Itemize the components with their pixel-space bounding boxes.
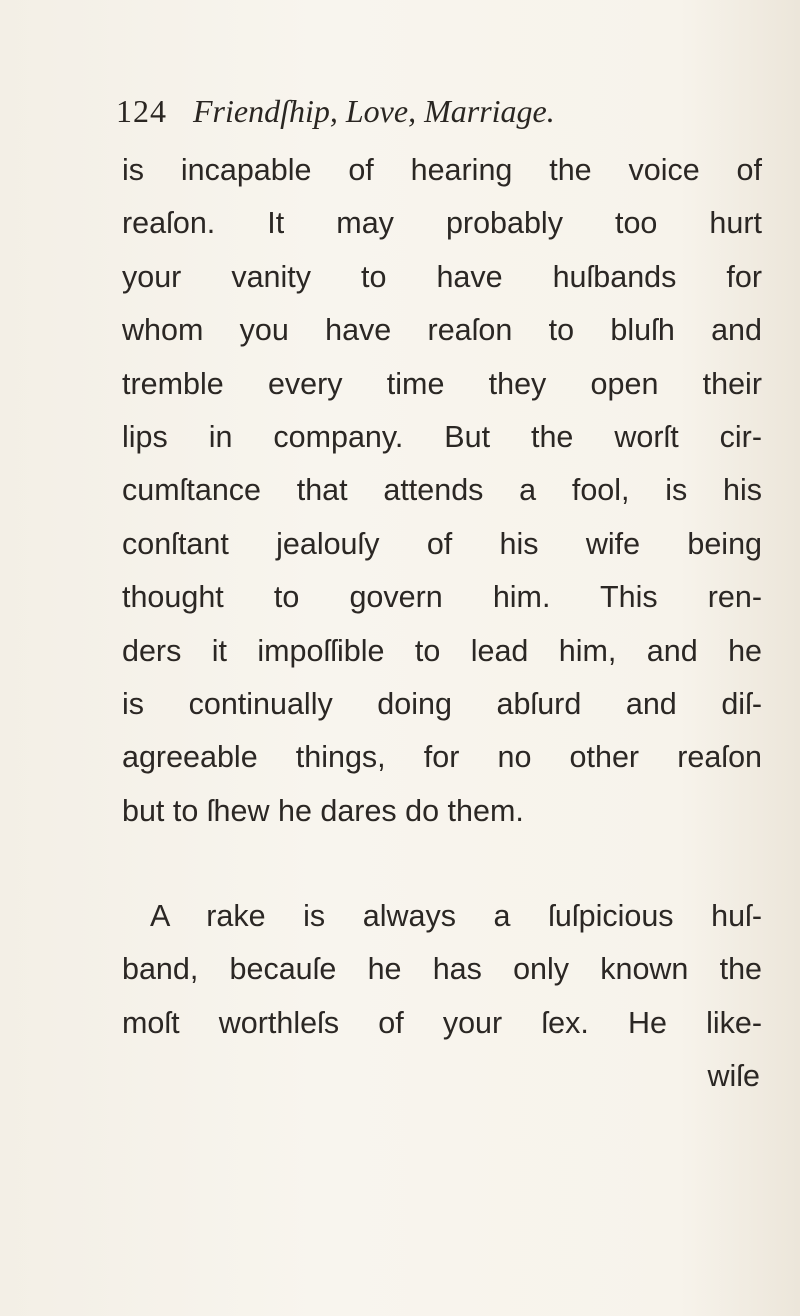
page-header bbox=[116, 86, 756, 136]
running-title: Friendſhip, Love, Marriage. bbox=[193, 93, 555, 129]
text-line: reaſon. It may probably too hurt bbox=[122, 206, 762, 241]
paragraph bbox=[122, 890, 762, 1104]
text-line: agreeable things, for no other reaſon bbox=[122, 740, 762, 775]
text-line: thought to govern him. This ren- bbox=[122, 580, 762, 615]
text-line: is continually doing abſurd and diſ- bbox=[122, 686, 762, 721]
page-number: 124 bbox=[116, 93, 167, 129]
text-line: conſtant jealouſy of his wife being bbox=[122, 526, 762, 561]
paragraph-gap bbox=[122, 838, 762, 890]
text-line: tremble every time they open their bbox=[122, 366, 762, 401]
text-line: moſt worthleſs of your ſex. He like- bbox=[122, 1005, 762, 1040]
text-line: A rake is always a ſuſpicious huſ- bbox=[150, 899, 762, 934]
text-line: but to ſhew he dares do them. bbox=[122, 793, 524, 828]
text-line: lips in company. But the worſt cir- bbox=[122, 419, 762, 454]
text-line: whom you have reaſon to bluſh and bbox=[122, 313, 762, 348]
text-line: cumſtance that attends a fool, is his bbox=[122, 473, 762, 508]
catchword: wiſe bbox=[707, 1059, 760, 1094]
text-line: band, becauſe he has only known the bbox=[122, 952, 762, 987]
text-line: ders it impoſſible to lead him, and he bbox=[122, 633, 762, 668]
paragraph bbox=[122, 144, 762, 838]
text-line: your vanity to have huſbands for bbox=[122, 259, 762, 294]
body-text bbox=[122, 144, 762, 1104]
text-line: is incapable of hearing the voice of bbox=[122, 153, 762, 187]
